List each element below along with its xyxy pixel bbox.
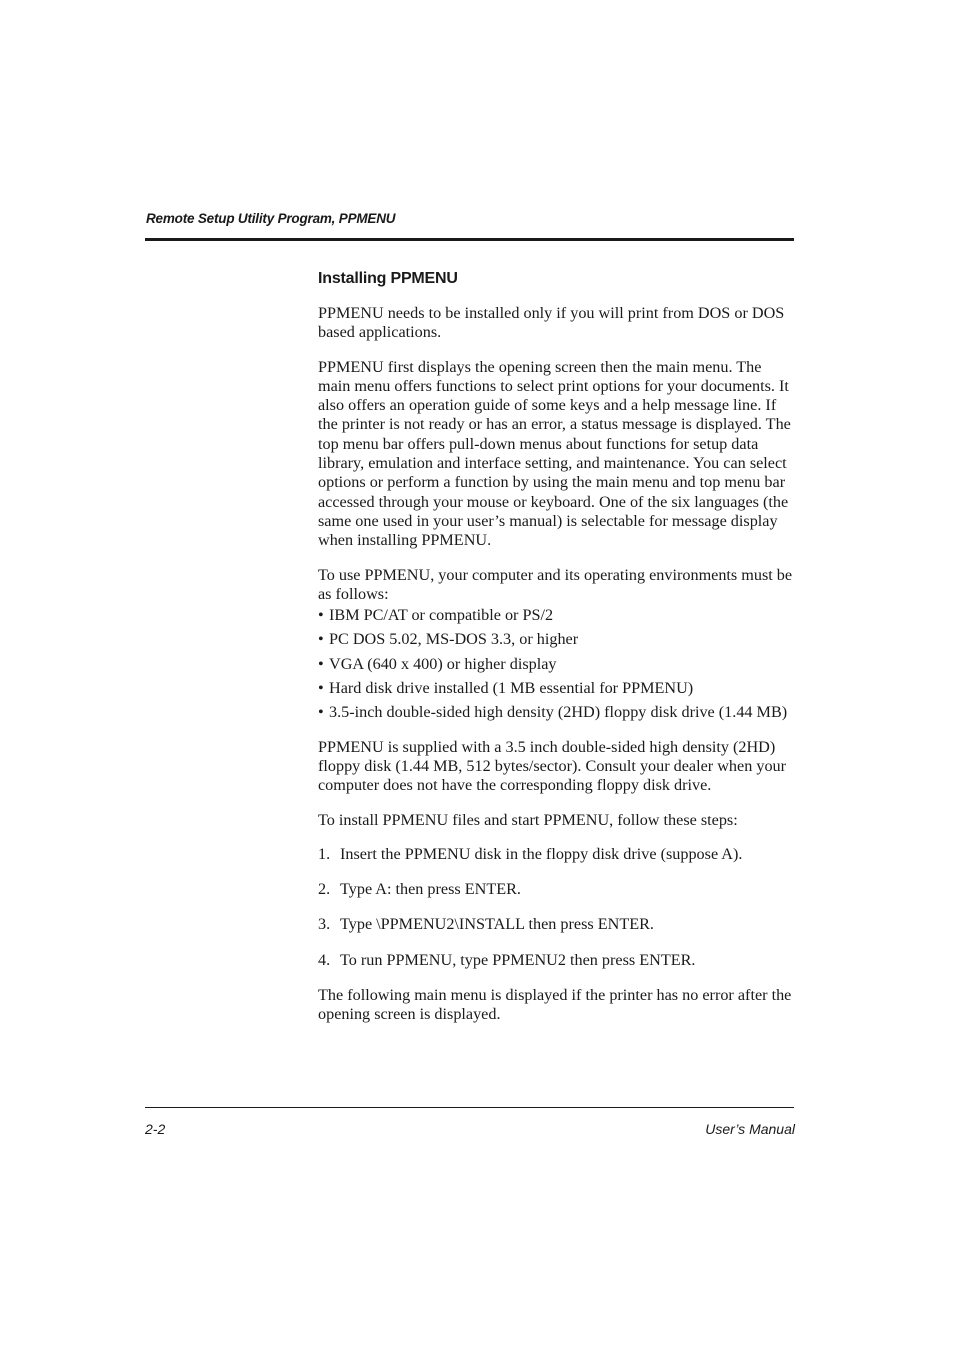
page-number: 2-2 [145,1121,166,1137]
list-item [318,951,796,970]
bullet-icon: • [318,679,324,698]
list-item [318,655,796,674]
requirement-text: VGA (640 x 400) or higher display [329,654,557,673]
supply-paragraph: PPMENU is supplied with a 3.5 inch double-sided high density (2HD) floppy disk (1.44 MB, 512 bytes/sector). Consult your dealer when your computer does not have the corresponding floppy disk drive. [318,737,787,795]
header-rule [145,238,794,241]
main-content [318,268,796,1040]
list-item [318,845,796,864]
bullet-icon: • [318,606,324,625]
step-text: Type \PPMENU2\INSTALL then press ENTER. [340,915,654,934]
bullet-icon: • [318,630,324,649]
step-number: 1. [318,844,331,863]
bullet-icon: • [318,654,324,673]
list-item [318,703,796,722]
requirements-intro-paragraph: To use PPMENU, your computer and its operating environments must be as follows: [318,565,793,603]
section-heading: Installing PPMENU [318,270,458,287]
running-header-title: Remote Setup Utility Program, PPMENU [146,211,396,226]
footer-manual-title: User’s Manual [705,1121,795,1137]
intro-paragraph: PPMENU needs to be installed only if you will print from DOS or DOS based applications. [318,304,785,342]
requirement-text: IBM PC/AT or compatible or PS/2 [329,606,554,625]
steps-intro-paragraph: To install PPMENU files and start PPMENU, follow these steps: [318,810,738,829]
list-item [318,915,796,934]
description-paragraph: PPMENU first displays the opening screen then the main menu. The main menu offers functions to select print options for your documents. It also offers an operation guide of some keys and a help message line. If the printer is not ready or has an error, a status message is displayed. The top menu bar offers pull-down menus about functions for setup data library, emulation and interface setting, and maintenance. You can select options or perform a function by using the main menu and top menu bar accessed through your mouse or keyboard. One of the six languages (the same one used in your user’s manual) is selectable for message display when installing PPMENU. [318,357,791,550]
list-item [318,679,796,698]
list-item [318,880,796,899]
requirement-text: PC DOS 5.02, MS-DOS 3.3, or higher [329,630,579,649]
requirement-text: 3.5-inch double-sided high density (2HD) floppy disk drive (1.44 MB) [329,703,788,722]
requirements-list [318,606,796,722]
step-text: Insert the PPMENU disk in the floppy disk drive (suppose A). [340,844,743,863]
requirement-text: Hard disk drive installed (1 MB essential for PPMENU) [329,679,694,698]
install-steps-list [318,845,796,970]
step-number: 4. [318,950,331,969]
list-item [318,630,796,649]
step-number: 3. [318,915,331,934]
bullet-icon: • [318,703,324,722]
step-number: 2. [318,880,331,899]
closing-paragraph: The following main menu is displayed if the printer has no error after the opening screen is displayed. [318,986,792,1024]
list-item [318,606,796,625]
step-text: To run PPMENU, type PPMENU2 then press ENTER. [340,950,696,969]
footer-rule [145,1107,794,1108]
step-text: Type A: then press ENTER. [340,880,521,899]
